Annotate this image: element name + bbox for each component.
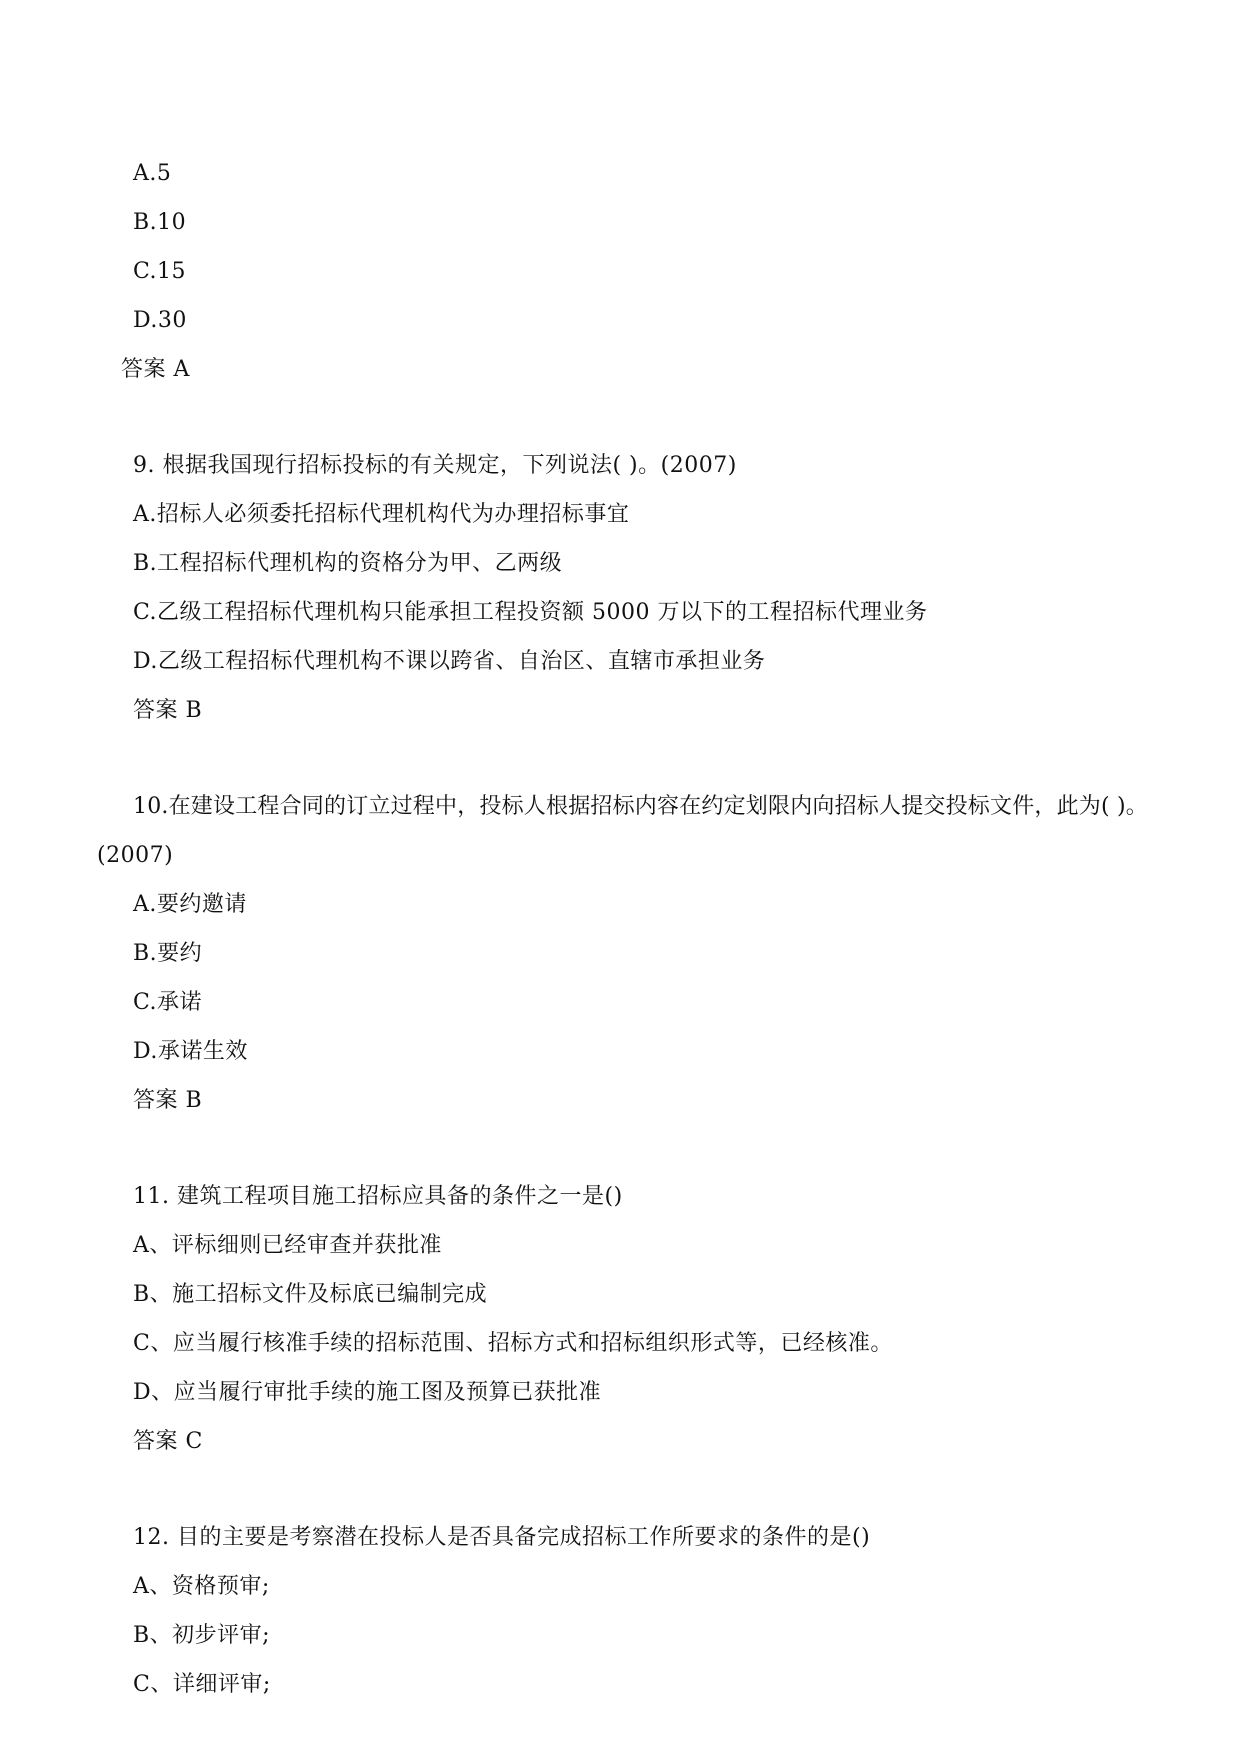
q8-option-b: B.10	[133, 210, 187, 235]
q10-option-a: A.要约邀请	[133, 892, 247, 917]
q10-option-d: D.承诺生效	[133, 1039, 248, 1064]
q10-option-b: B.要约	[133, 941, 203, 966]
q11-question: 11. 建筑工程项目施工招标应具备的条件之一是()	[133, 1184, 623, 1209]
q9-question: 9. 根据我国现行招标投标的有关规定，下列说法( )。(2007)	[133, 453, 737, 478]
q11-option-a: A、评标细则已经审查并获批准	[133, 1233, 442, 1258]
q10-question-line1: 10.在建设工程合同的订立过程中，投标人根据招标内容在约定划限内向招标人提交投标文件，此为( )。	[133, 794, 1148, 819]
q9-option-c: C.乙级工程招标代理机构只能承担工程投资额 5000 万以下的工程招标代理业务	[133, 600, 928, 625]
q10-question-line2: (2007)	[97, 843, 174, 868]
q10-answer: 答案 B	[133, 1088, 203, 1113]
q9-option-a: A.招标人必须委托招标代理机构代为办理招标事宜	[133, 502, 630, 527]
q11-answer: 答案 C	[133, 1429, 203, 1454]
q9-option-d: D.乙级工程招标代理机构不课以跨省、自治区、直辖市承担业务	[133, 649, 766, 674]
q8-option-a: A.5	[133, 161, 172, 186]
q12-question: 12. 目的主要是考察潜在投标人是否具备完成招标工作所要求的条件的是()	[133, 1525, 871, 1550]
q11-option-d: D、应当履行审批手续的施工图及预算已获批准	[133, 1380, 602, 1405]
q8-answer: 答案 A	[121, 357, 190, 382]
q12-option-c: C、详细评审;	[133, 1672, 271, 1697]
q12-option-a: A、资格预审;	[133, 1574, 270, 1599]
q8-option-d: D.30	[133, 308, 187, 333]
q9-option-b: B.工程招标代理机构的资格分为甲、乙两级	[133, 551, 563, 576]
q9-answer: 答案 B	[133, 698, 203, 723]
q12-option-b: B、初步评审;	[133, 1623, 271, 1648]
q11-option-c: C、应当履行核准手续的招标范围、招标方式和招标组织形式等，已经核准。	[133, 1331, 893, 1356]
q8-option-c: C.15	[133, 259, 187, 284]
q11-option-b: B、施工招标文件及标底已编制完成	[133, 1282, 488, 1307]
q10-option-c: C.承诺	[133, 990, 203, 1015]
